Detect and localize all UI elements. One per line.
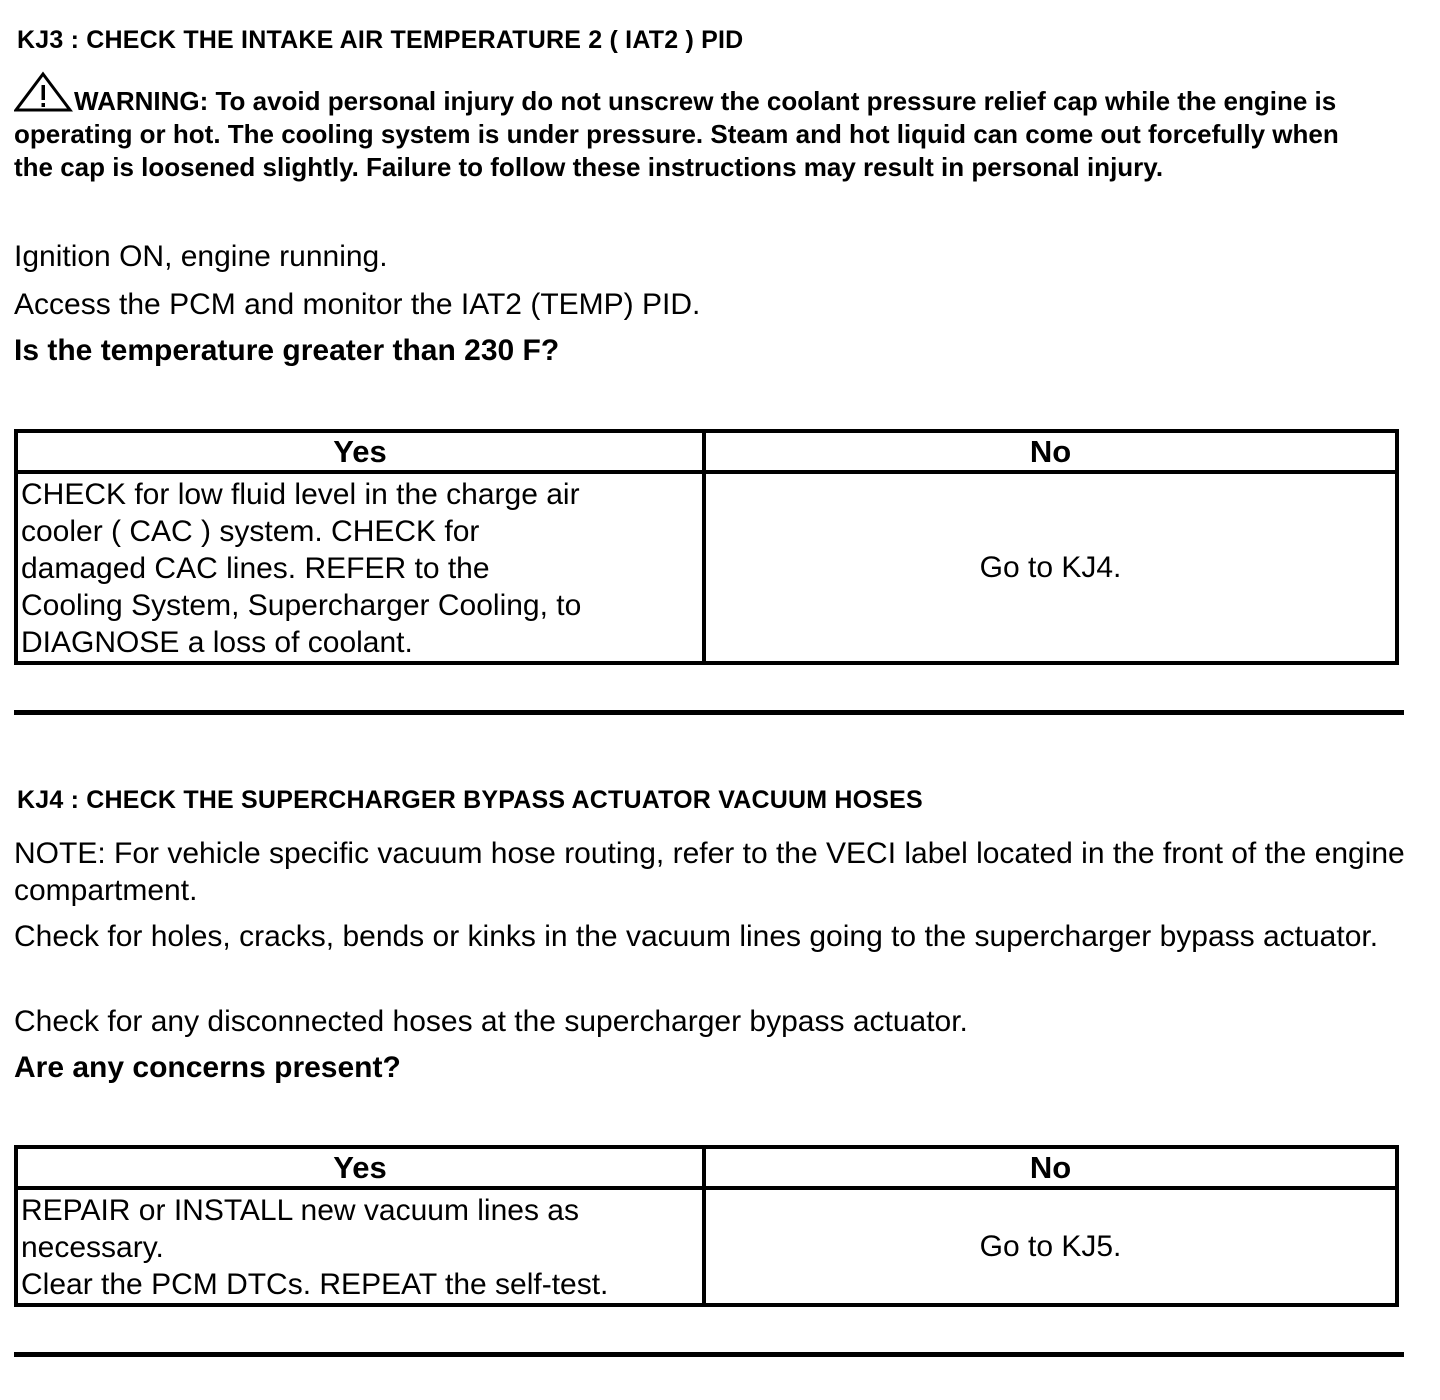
yes-line: REPAIR or INSTALL new vacuum lines as [21, 1194, 579, 1227]
yes-line: CHECK for low fluid level in the charge air [21, 478, 580, 511]
yes-line: damaged CAC lines. REFER to the [21, 552, 490, 585]
yes-line: necessary. [21, 1231, 164, 1264]
table-row [16, 472, 1397, 663]
table-header-row [16, 1147, 1397, 1188]
yes-line: cooler ( CAC ) system. CHECK for [21, 515, 480, 548]
question-kj4: Are any concerns present? [14, 1051, 401, 1084]
table-row [16, 1188, 1397, 1305]
yes-cell [16, 472, 704, 663]
warning-block [14, 70, 1384, 184]
yes-line: DIAGNOSE a loss of coolant. [21, 626, 413, 659]
yes-header: Yes [16, 1147, 704, 1188]
section-divider [14, 1352, 1404, 1357]
no-cell: Go to KJ4. [704, 472, 1397, 663]
section-heading-kj3: KJ3 : CHECK THE INTAKE AIR TEMPERATURE 2 ( IAT2 ) PID [17, 26, 744, 54]
step-access-pcm: Access the PCM and monitor the IAT2 (TEMP) PID. [14, 288, 701, 321]
decision-table-kj3 [14, 429, 1399, 665]
note-veci-label: NOTE: For vehicle specific vacuum hose routing, refer to the VECI label located in the front of the engine compartment. [14, 837, 1405, 907]
decision-table-kj4 [14, 1145, 1399, 1307]
yes-line: Cooling System, Supercharger Cooling, to [21, 589, 582, 622]
yes-cell [16, 1188, 704, 1305]
yes-line: Clear the PCM DTCs. REPEAT the self-test. [21, 1268, 609, 1301]
question-kj3: Is the temperature greater than 230 F? [14, 334, 560, 367]
section-divider [14, 710, 1404, 715]
warning-triangle-icon [14, 70, 74, 114]
no-header: No [704, 431, 1397, 472]
table-header-row [16, 431, 1397, 472]
step-check-vacuum-lines: Check for holes, cracks, bends or kinks in the vacuum lines going to the supercharger bypass actuator. [14, 920, 1379, 953]
warning-label: WARNING: [74, 86, 209, 116]
yes-header: Yes [16, 431, 704, 472]
step-check-disconnected-hoses: Check for any disconnected hoses at the supercharger bypass actuator. [14, 1005, 968, 1038]
warning-text: To avoid personal injury do not unscrew the coolant pressure relief cap while the engine is operating or hot. The cooling system is under pressure. Steam and hot liquid can come out forcefully when the cap is loosened slightly. Failure to follow these instructions may result in personal injury. [14, 86, 1339, 182]
step-ignition: Ignition ON, engine running. [14, 240, 388, 273]
no-header: No [704, 1147, 1397, 1188]
section-heading-kj4: KJ4 : CHECK THE SUPERCHARGER BYPASS ACTUATOR VACUUM HOSES [17, 786, 923, 814]
no-cell: Go to KJ5. [704, 1188, 1397, 1305]
